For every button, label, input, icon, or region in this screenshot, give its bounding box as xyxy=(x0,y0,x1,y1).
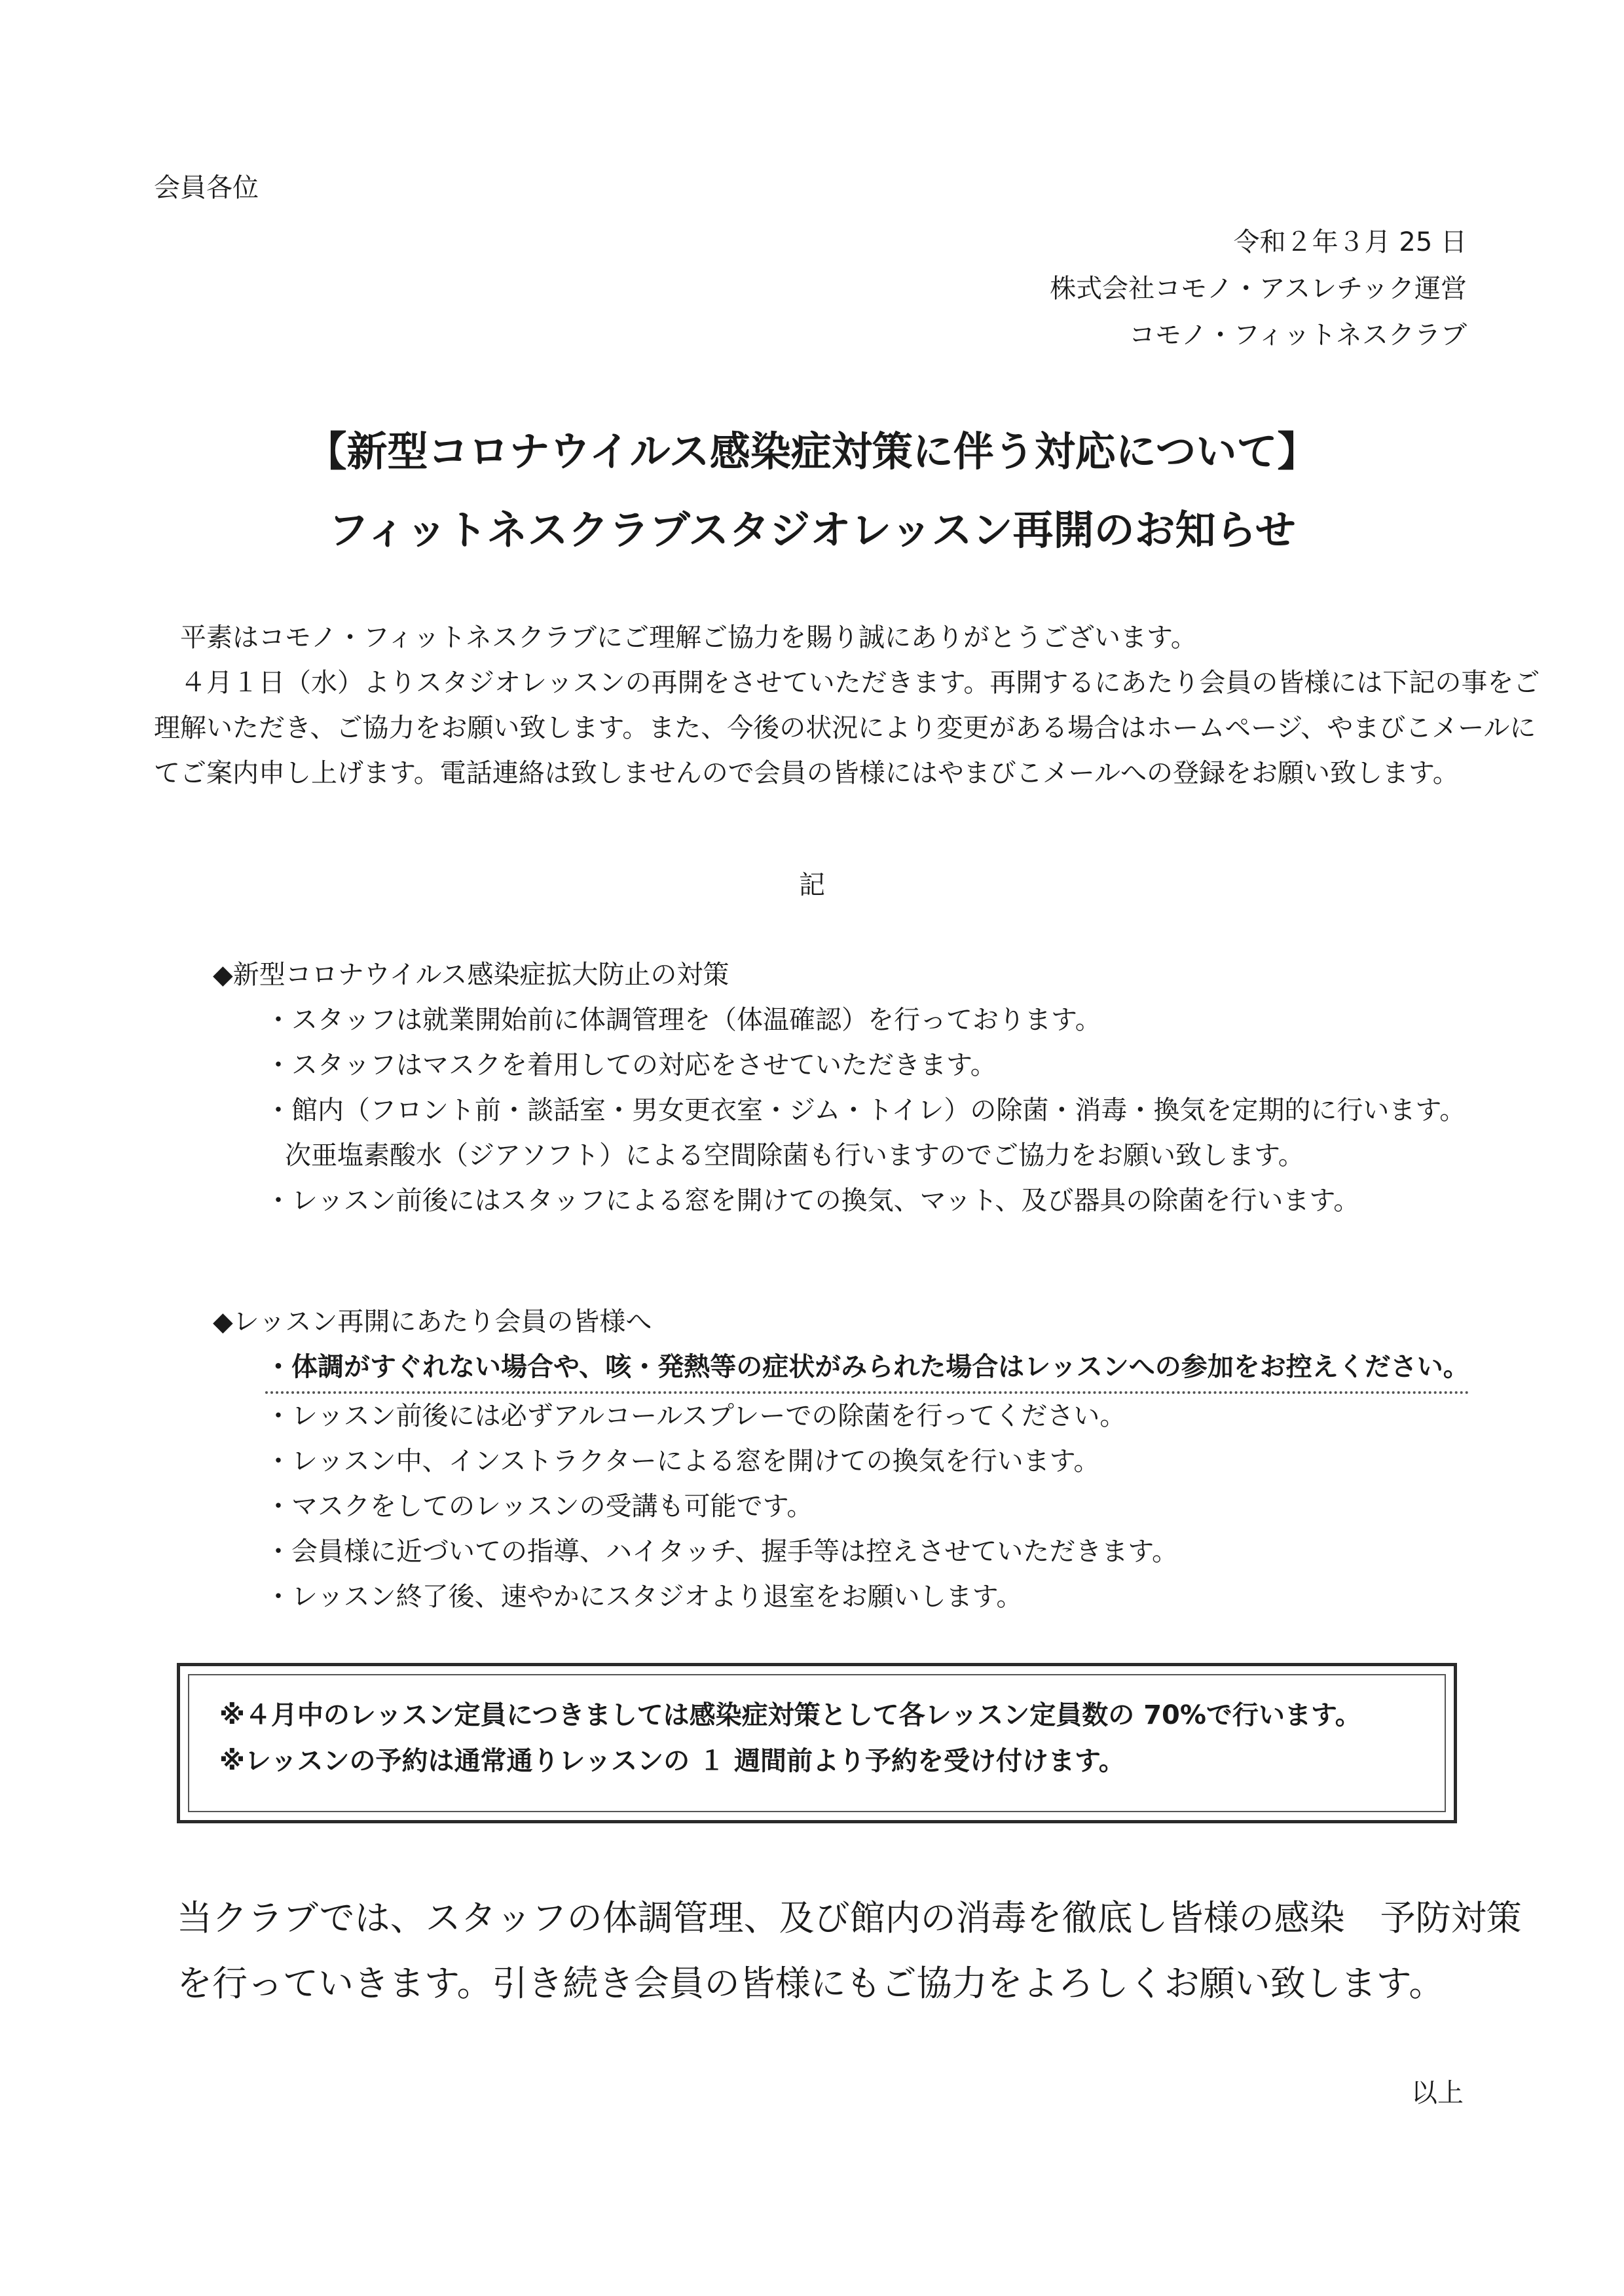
title-line-2: フィットネスクラブスタジオレッスン再開のお知らせ xyxy=(328,506,1296,554)
issue-date: 令和２年３月 25 日 xyxy=(1233,227,1467,257)
list-item: ・レッスン終了後、速やかにスタジオより退室をお願いします。 xyxy=(265,1582,1023,1612)
list-item: ・スタッフはマスクを着用しての対応をさせていただきます。 xyxy=(265,1050,997,1080)
list-item: ・館内（フロント前・談話室・男女更衣室・ジム・トイレ）の除菌・消毒・換気を定期的に行います。 xyxy=(265,1095,1466,1125)
list-item-emphasis xyxy=(265,1345,1469,1394)
title-line-1: 【新型コロナウイルス感染症対策に伴う対応について】 xyxy=(306,428,1318,475)
closing-line: 当クラブでは、スタッフの体調管理、及び館内の消毒を徹底し皆様の感染 予防対策 xyxy=(177,1897,1522,1939)
members-list xyxy=(213,1345,1469,1620)
ki-marker: 記 xyxy=(799,870,825,900)
intro-line: ４月１日（水）よりスタジオレッスンの再開をさせていただきます。再開するにあたり会員の皆様には下記の事をご xyxy=(180,668,1540,698)
club-name: コモノ・フィットネスクラブ xyxy=(1129,320,1467,350)
list-item: ・レッスン中、インストラクターによる窓を開けての換気を行います。 xyxy=(265,1446,1100,1476)
list-item: ・レッスン前後にはスタッフによる窓を開けての換気、マット、及び器具の除菌を行います。 xyxy=(265,1186,1360,1216)
list-item: ・会員様に近づいての指導、ハイタッチ、握手等は控えさせていただきます。 xyxy=(265,1537,1178,1567)
notice-lines xyxy=(219,1692,1361,1784)
addressee: 会員各位 xyxy=(154,173,259,203)
end-marker: 以上 xyxy=(1411,2078,1464,2108)
sender-block xyxy=(1050,219,1467,359)
list-item: ・レッスン前後には必ずアルコールスプレーでの除菌を行ってください。 xyxy=(265,1401,1126,1431)
company-name: 株式会社コモノ・アスレチック運営 xyxy=(1050,274,1467,304)
intro-line: 理解いただき、ご協力をお願い致します。また、今後の状況により変更がある場合はホームページ、やまびこメールに xyxy=(154,713,1536,743)
notice-line: ※レッスンの予約は通常通りレッスンの １ 週間前より予約を受け付けます。 xyxy=(219,1746,1125,1776)
prevention-list xyxy=(213,998,1466,1224)
list-item: ・マスクをしてのレッスンの受講も可能です。 xyxy=(265,1491,813,1522)
section-heading: ◆レッスン再開にあたり会員の皆様へ xyxy=(213,1307,652,1337)
notice-line: ※４月中のレッスン定員につきましては感染症対策として各レッスン定員数の 70%で行います。 xyxy=(219,1700,1361,1730)
closing-line: を行っていきます。引き続き会員の皆様にもご協力をよろしくお願い致します。 xyxy=(177,1963,1445,2004)
intro-line: 平素はコモノ・フィットネスクラブにご理解ご協力を賜り誠にありがとうございます。 xyxy=(180,623,1197,653)
emphasis-text: ・体調がすぐれない場合や、咳・発熱等の症状がみられた場合はレッスンへの参加をお控えください。 xyxy=(265,1345,1469,1394)
list-item-continuation xyxy=(265,1133,1466,1178)
members-section xyxy=(213,1300,1469,1620)
closing-paragraph xyxy=(177,1886,1522,2016)
prevention-section xyxy=(213,953,1466,1224)
notice-box xyxy=(177,1663,1457,1823)
list-item-continuation-text: 次亜塩素酸水（ジアソフト）による空間除菌も行いますのでご協力をお願い致します。 xyxy=(285,1140,1304,1171)
section-heading: ◆新型コロナウイルス感染症拡大防止の対策 xyxy=(213,960,729,990)
intro-paragraph xyxy=(154,615,1540,796)
intro-line: てご案内申し上げます。電話連絡は致しませんので会員の皆様にはやまびこメールへの登録をお願い致します。 xyxy=(154,758,1459,788)
list-item: ・スタッフは就業開始前に体調管理を（体温確認）を行っております。 xyxy=(265,1005,1101,1035)
